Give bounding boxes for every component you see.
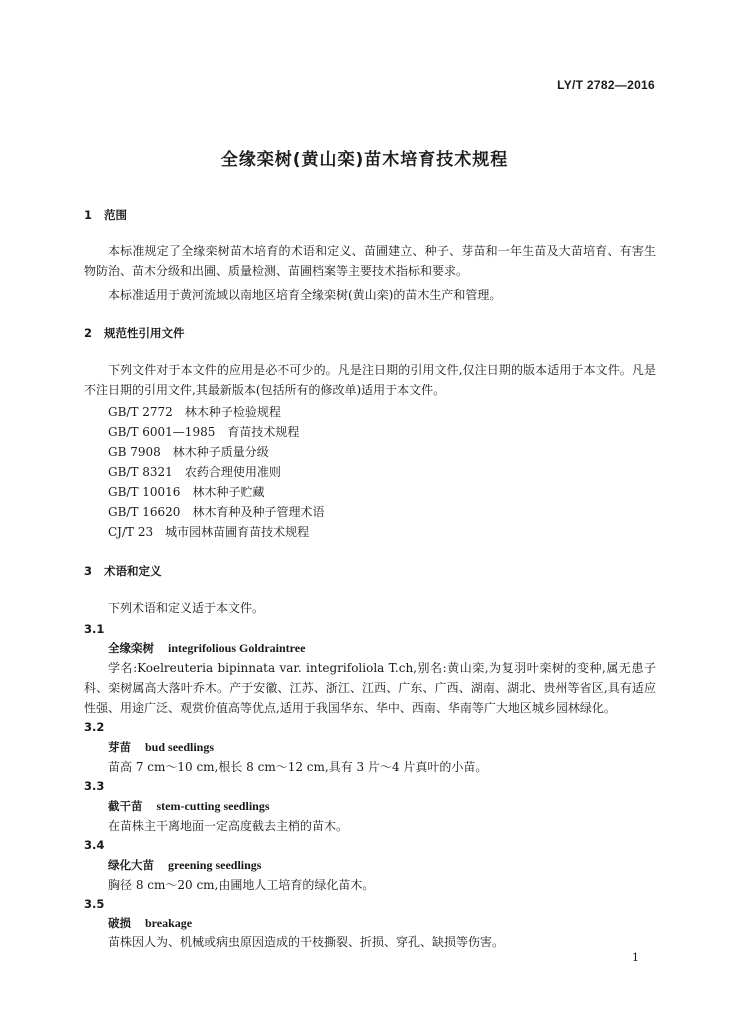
term-name: 截干苗 stem-cutting seedlings: [108, 799, 270, 813]
scope-paragraph-2: 本标准适用于黄河流域以南地区培育全缘栾树(黄山栾)的苗木生产和管理。: [108, 288, 502, 302]
term-name: 绿化大苗 greening seedlings: [108, 858, 262, 872]
reference-item: CJ/T 23 城市园林苗圃育苗技术规程: [108, 525, 310, 539]
term-number: 3.5: [84, 897, 105, 911]
reference-item: GB 7908 林木种子质量分级: [108, 445, 269, 459]
term-number: 3.2: [84, 720, 105, 734]
term-number: 3.1: [84, 622, 105, 636]
reference-item: GB/T 2772 林木种子检验规程: [108, 405, 281, 419]
term-definition: 学名:Koelreuteria bipinnata var. integrifoliola T.ch,别名:黄山栾,为复羽叶栾树的变种,属无患子科、栾树属高大落叶乔木。产于安徽、江苏、浙江、江西、广东、广西、湖南、湖北、贵州等省区,具有适应性强、用途广泛、观赏价值高等优点,适用于我国华东、华中、西南、华南等广大地区城乡园林绿化。: [84, 661, 656, 715]
standard-code: LY/T 2782—2016: [557, 78, 655, 92]
reference-item: GB/T 10016 林木种子贮藏: [108, 485, 265, 499]
page-number: 1: [632, 951, 639, 964]
reference-item: GB/T 16620 林木育种及种子管理术语: [108, 505, 325, 519]
term-name: 芽苗 bud seedlings: [108, 740, 215, 754]
term-definition: 苗高 7 cm～10 cm,根长 8 cm～12 cm,具有 3 片～4 片真叶的小苗。: [108, 760, 488, 774]
normative-intro: 下列文件对于本文件的应用是必不可少的。凡是注日期的引用文件,仅注日期的版本适用于本文件。凡是不注日期的引用文件,其最新版本(包括所有的修改单)适用于本文件。: [84, 363, 656, 397]
term-name: 全缘栾树 integrifolious Goldraintree: [108, 641, 306, 655]
section-3-heading: 3 术语和定义: [84, 564, 162, 578]
term-number: 3.4: [84, 838, 105, 852]
term-definition: 胸径 8 cm～20 cm,由圃地人工培育的绿化苗木。: [108, 878, 375, 892]
reference-item: GB/T 8321 农药合理使用准则: [108, 465, 281, 479]
scope-paragraph-1: 本标准规定了全缘栾树苗木培育的术语和定义、苗圃建立、种子、芽苗和一年生苗及大苗培育、有害生物防治、苗木分级和出圃、质量检测、苗圃档案等主要技术指标和要求。: [84, 244, 656, 278]
term-definition: 在苗株主干离地面一定高度截去主梢的苗木。: [108, 819, 349, 833]
term-definition: 苗株因人为、机械或病虫原因造成的干枝撕裂、折损、穿孔、缺损等伤害。: [108, 935, 505, 949]
terms-intro: 下列术语和定义适于本文件。: [108, 601, 265, 615]
section-1-heading: 1 范围: [84, 208, 127, 222]
section-2-heading: 2 规范性引用文件: [84, 326, 185, 340]
document-title: 全缘栾树(黄山栾)苗木培育技术规程: [220, 150, 509, 170]
term-name: 破损 breakage: [108, 916, 193, 930]
reference-item: GB/T 6001—1985 育苗技术规程: [108, 425, 300, 439]
term-number: 3.3: [84, 779, 105, 793]
